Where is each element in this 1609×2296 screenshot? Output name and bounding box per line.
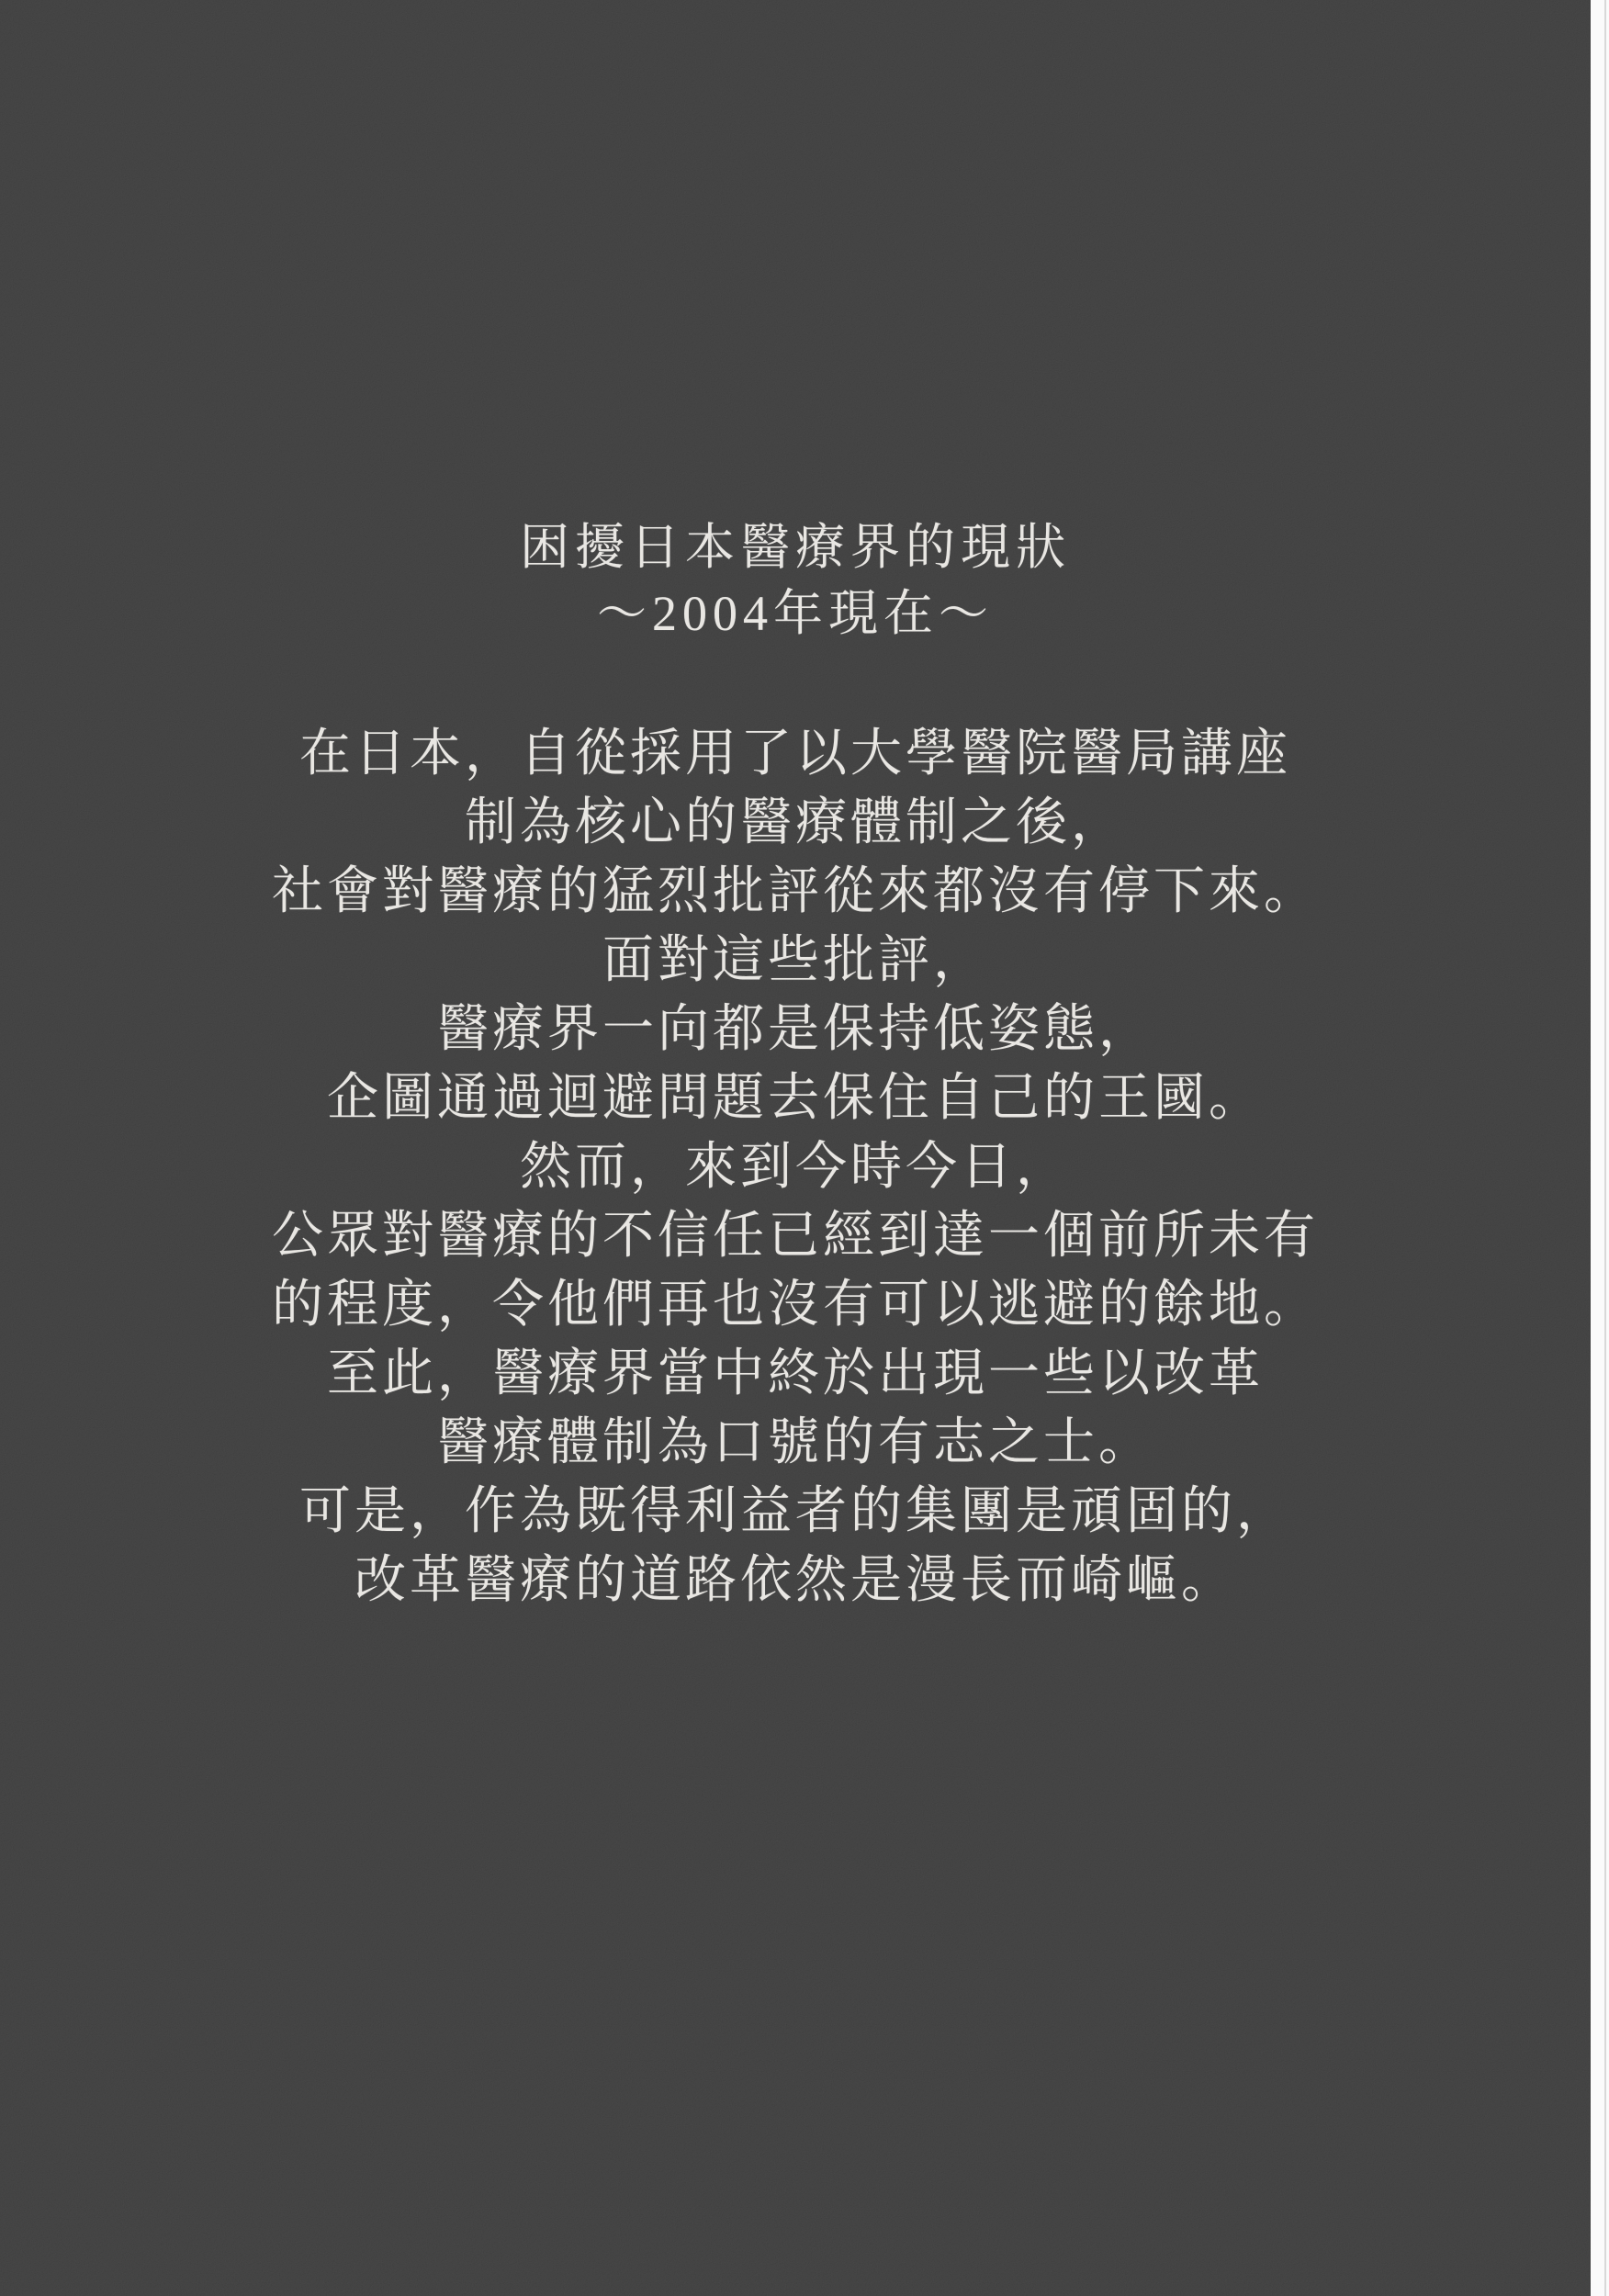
scan-edge-strip — [1591, 0, 1609, 2296]
body-line: 醫療體制為口號的有志之士。 — [437, 1414, 1153, 1471]
body-line: 醫療界一向都是保持低姿態， — [437, 1001, 1153, 1058]
body-text — [0, 720, 1591, 1615]
body-line: 社會對醫療的猛烈批評從來都沒有停下來。 — [272, 863, 1319, 920]
body-line: 然而，來到今時今日， — [520, 1139, 1071, 1196]
body-line: 公眾對醫療的不信任已經到達一個前所未有 — [272, 1208, 1319, 1265]
body-line: 至此，醫療界當中終於出現一些以改革 — [327, 1345, 1264, 1402]
body-line: 的程度，令他們再也沒有可以逃避的餘地。 — [272, 1277, 1319, 1334]
body-line: 企圖通過迴避問題去保住自己的王國。 — [327, 1070, 1264, 1127]
scan-edge-line — [1604, 0, 1606, 2296]
body-line: 改革醫療的道路依然是漫長而崎嶇。 — [354, 1552, 1236, 1609]
page-title-line-1: 困擾日本醫療界的現狀 — [520, 520, 1071, 575]
body-line: 制為核心的醫療體制之後， — [465, 794, 1126, 851]
page-title — [0, 514, 1591, 647]
page-title-line-2: ～2004年現在～ — [597, 586, 994, 641]
body-line: 在日本，自從採用了以大學醫院醫局講座 — [299, 726, 1291, 782]
body-line: 面對這些批評， — [602, 932, 988, 989]
body-line: 可是，作為既得利益者的集團是頑固的， — [299, 1483, 1291, 1540]
